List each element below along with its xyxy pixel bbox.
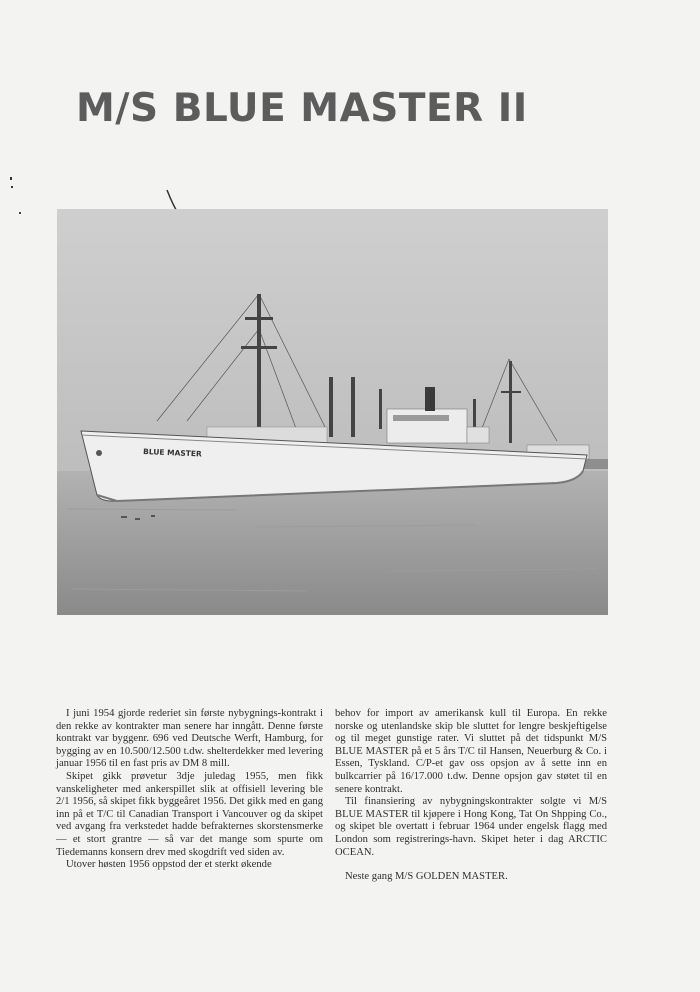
article-paragraph: I juni 1954 gjorde rederiet sin første nybygnings-kontrakt i den rekke av kontrakter man senere har inngått. Denne første kontrakt var byggenr. 696 ved Deutsche Werft, Hamburg, for bygging av en 10.500/12.500 t.dw. shelterdekker med levering januar 1956 til en fast pris av DM 8 mill. (56, 708, 323, 770)
margin-dot (10, 177, 12, 180)
ship-photo (57, 209, 608, 615)
margin-dot (19, 212, 21, 214)
page-title: M/S BLUE MASTER II (76, 86, 528, 131)
article-paragraph: behov for import av amerikansk kull til Europa. En rekke norske og utenlandske skip ble sluttet for lengre beskjeftigelse og til meget gunstige rater. Vi sluttet på det tidspunkt M/S BLUE MASTER på et 5 års T/C til Hansen, Neuerburg & Co. i Essen, Tyskland. C/P-et gav oss opsjon av å sette inn en bulkcarrier på 16/17.000 t.dw. Denne opsjon gav støtet til en senere kontrakt. (335, 708, 607, 795)
margin-dot (11, 186, 13, 188)
hull-name: BLUE MASTER (142, 447, 202, 459)
article-paragraph: Til finansiering av nybygningskontrakter solgte vi M/S BLUE MASTER til kjøpere i Hong Kong, Tat On Shpping Co., og skipet ble overtatt i februar 1964 under engelsk flagg med London som registrerings-havn. Skipet heter i dag ARCTIC OCEAN. (335, 796, 607, 858)
article-paragraph: Utover høsten 1956 oppstod der et sterkt økende (66, 859, 272, 871)
article-right-column (335, 708, 607, 884)
article-paragraph: Skipet gikk prøvetur 3dje juledag 1955, men fikk vanskeligheter med ankerspillet slik at offisiell levering ble 2/1 1956, så skipet fikk byggeåret 1956. Det gikk med en gang inn på et T/C til Canadian Transport i Vancouver og da skipet ved avgang fra verkstedet hadde befrakternes skorstensmerke — et stort grantre — så var det mange som spurte om Tiedemanns konsern drev med skogdrift ved siden av. (56, 770, 323, 858)
article-next-issue: Neste gang M/S GOLDEN MASTER. (345, 871, 508, 883)
article-left-column (56, 708, 323, 872)
